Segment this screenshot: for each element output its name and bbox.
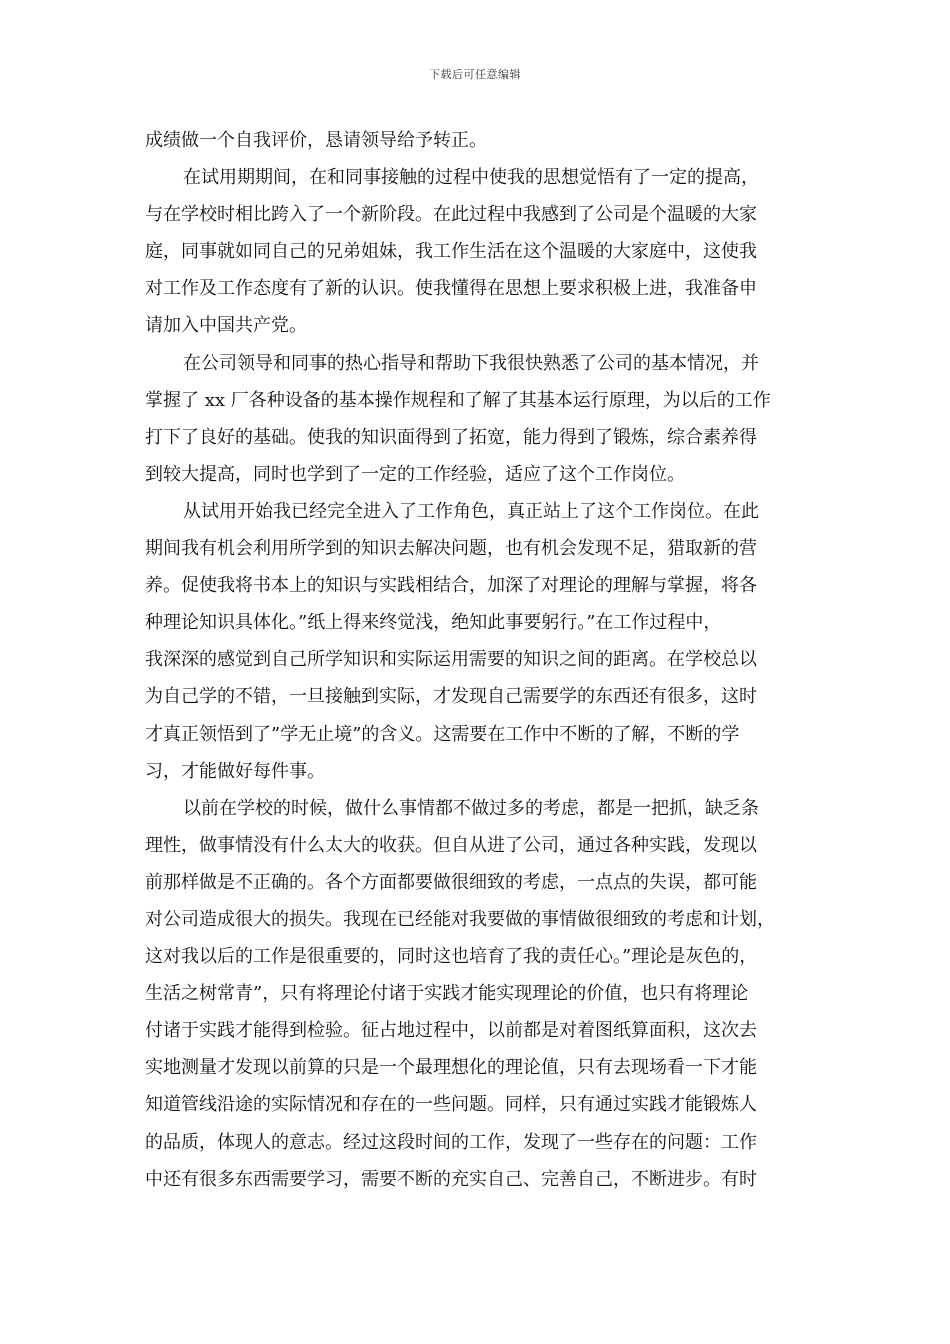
text-line: 中还有很多东西需要学习，需要不断的充实自己、完善自己，不断进步。有时 (145, 1168, 757, 1190)
text-line: 生活之树常青”，只有将理论付诸于实践才能实现理论的价值，也只有将理论 (145, 983, 749, 1005)
text-line: 为自己学的不错，一旦接触到实际，才发现自己需要学的东西还有很多，这时 (145, 686, 757, 708)
text-line: 这对我以后的工作是很重要的，同时这也培育了我的责任心。”理论是灰色的， (145, 946, 758, 968)
text-line: 打下了良好的基础。使我的知识面得到了拓宽，能力得到了锻炼，综合素养得 (145, 426, 757, 448)
text-line: 种理论知识具体化。”纸上得来终觉浅，绝知此事要躬行。”在工作过程中， (145, 612, 722, 634)
paragraph-start-line: 在公司领导和同事的热心指导和帮助下我很快熟悉了公司的基本情况，并 (183, 352, 759, 374)
paragraph-start-line: 在试用期期间，在和同事接触的过程中使我的思想觉悟有了一定的提高， (183, 167, 759, 189)
text-line: 到较大提高，同时也学到了一定的工作经验，适应了这个工作岗位。 (145, 463, 685, 485)
paragraph-start-line: 以前在学校的时候，做什么事情都不做过多的考虑，都是一把抓，缺乏条 (183, 797, 759, 819)
text-line: 对工作及工作态度有了新的认识。使我懂得在思想上要求积极上进，我准备申 (145, 278, 757, 300)
text-line: 知道管线沿途的实际情况和存在的一些问题。同样，只有通过实践才能锻炼人 (145, 1094, 757, 1116)
text-line: 我深深的感觉到自己所学知识和实际运用需要的知识之间的距离。在学校总以 (145, 649, 757, 671)
text-line: 请加入中国共产党。 (145, 315, 307, 337)
text-line: 对公司造成很大的损失。我现在已经能对我要做的事情做很细致的考虑和计划， (145, 908, 775, 930)
text-line: 庭，同事就如同自己的兄弟姐妹，我工作生活在这个温暖的大家庭中，这使我 (145, 241, 757, 263)
text-line: 的品质，体现人的意志。经过这段时间的工作，发现了一些存在的问题：工作 (145, 1131, 757, 1153)
document-body (145, 122, 805, 1198)
text-line: 理性，做事情没有什么太大的收获。但自从进了公司，通过各种实践，发现以 (145, 834, 757, 856)
page-header: 下载后可任意编辑 (429, 68, 521, 81)
text-line: 养。促使我将书本上的知识与实践相结合，加深了对理论的理解与掌握，将各 (145, 575, 757, 597)
text-line: 成绩做一个自我评价，恳请领导给予转正。 (145, 130, 487, 151)
text-line: 与在学校时相比跨入了一个新阶段。在此过程中我感到了公司是个温暖的大家 (145, 204, 757, 226)
text-line: 前那样做是不正确的。各个方面都要做很细致的考虑，一点点的失误，都可能 (145, 871, 757, 893)
text-line: 习，才能做好每件事。 (145, 760, 325, 782)
paragraph-start-line: 从试用开始我已经完全进入了工作角色，真正站上了这个工作岗位。在此 (183, 500, 759, 522)
text-line: 掌握了 xx 厂各种设备的基本操作规程和了解了其基本运行原理，为以后的工作 (145, 389, 771, 411)
text-line: 付诸于实践才能得到检验。征占地过程中，以前都是对着图纸算面积，这次去 (145, 1020, 757, 1042)
text-line: 期间我有机会利用所学到的知识去解决问题，也有机会发现不足，猎取新的营 (145, 538, 757, 560)
text-line: 才真正领悟到了”学无止境”的含义。这需要在工作中不断的了解，不断的学 (145, 723, 740, 745)
text-line: 实地测量才发现以前算的只是一个最理想化的理论值，只有去现场看一下才能 (145, 1057, 757, 1079)
